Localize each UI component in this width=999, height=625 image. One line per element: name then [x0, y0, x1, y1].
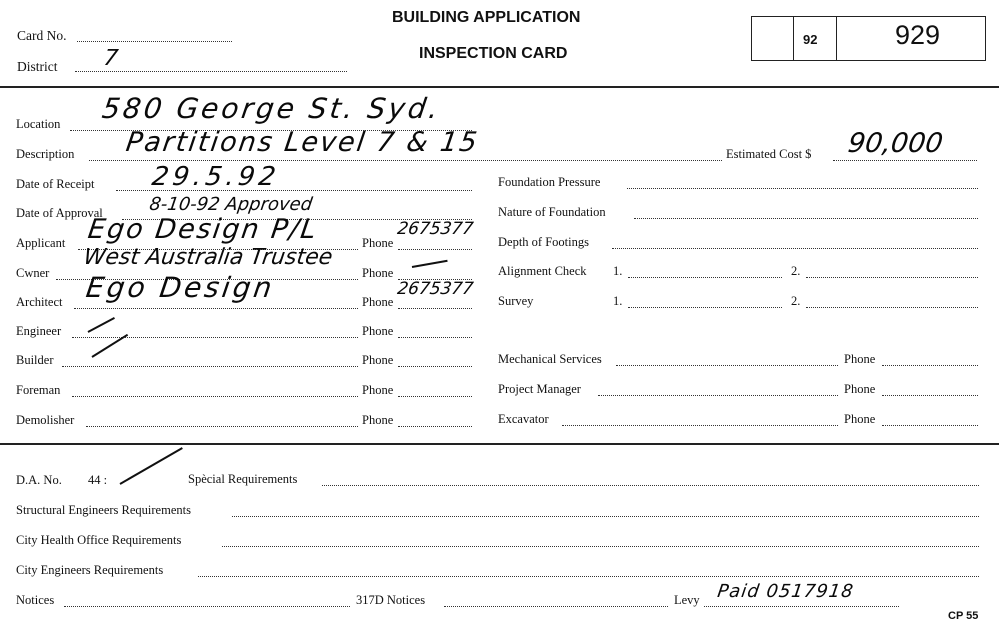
alignment-check-1-line	[628, 277, 782, 278]
da-no-slash	[120, 447, 183, 485]
survey-label: Survey	[498, 294, 534, 308]
estimated-cost-label: Estimated Cost $	[726, 147, 812, 161]
applicant-phone-value: 2675377	[396, 219, 475, 239]
foreman-phone-label: Phone	[362, 383, 394, 397]
notices-label: Notices	[16, 593, 55, 607]
levy-line	[704, 606, 899, 607]
city-engineers-line	[198, 576, 979, 577]
demolisher-line	[86, 426, 358, 427]
top-divider	[0, 86, 999, 88]
project-manager-line	[598, 395, 838, 396]
engineer-slash	[88, 317, 115, 333]
mechanical-services-phone-line	[882, 365, 978, 366]
description-label: Description	[16, 147, 75, 161]
notices-317d-line	[444, 606, 668, 607]
card-no-label: Card No.	[17, 28, 67, 43]
card-no-line	[77, 41, 232, 42]
architect-phone-label: Phone	[362, 295, 394, 309]
architect-value: Ego Design	[84, 271, 277, 304]
architect-phone-value: 2675377	[396, 279, 475, 299]
nature-of-foundation-label: Nature of Foundation	[498, 205, 606, 219]
mechanical-services-line	[616, 365, 838, 366]
structural-engineers-line	[232, 516, 979, 517]
survey-1-line	[628, 307, 782, 308]
survey-1-label: 1.	[613, 294, 623, 308]
owner-phone-dash	[412, 260, 448, 268]
mechanical-services-label: Mechanical Services	[498, 352, 602, 366]
date-of-approval-value: 8-10-92 Approved	[148, 194, 314, 215]
builder-label: Builder	[16, 353, 54, 367]
foreman-line	[72, 396, 358, 397]
alignment-check-1-label: 1.	[613, 264, 623, 278]
box-divider-1	[793, 16, 794, 61]
owner-phone-label: Phone	[362, 266, 394, 280]
project-manager-phone-line	[882, 395, 978, 396]
city-health-label: City Health Office Requirements	[16, 533, 182, 547]
estimated-cost-line	[833, 160, 977, 161]
description-value: Partitions Level 7 & 15	[124, 127, 481, 158]
engineer-phone-line	[398, 337, 472, 338]
district-value: 7	[102, 46, 120, 71]
depth-of-footings-label: Depth of Footings	[498, 235, 589, 249]
builder-phone-label: Phone	[362, 353, 394, 367]
card-number: 929	[895, 20, 941, 50]
survey-2-line	[806, 307, 978, 308]
district-label: District	[17, 59, 58, 74]
foundation-pressure-line	[627, 188, 978, 189]
architect-line	[74, 308, 358, 309]
engineer-label: Engineer	[16, 324, 62, 338]
city-health-line	[222, 546, 979, 547]
builder-phone-line	[398, 366, 472, 367]
foundation-pressure-label: Foundation Pressure	[498, 175, 601, 189]
city-engineers-label: City Engineers Requirements	[16, 563, 164, 577]
nature-of-foundation-line	[634, 218, 978, 219]
form-code: CP 55	[948, 610, 979, 622]
form-title-line2: INSPECTION CARD	[419, 45, 568, 62]
box-divider-2	[836, 16, 837, 61]
depth-of-footings-line	[612, 248, 978, 249]
applicant-value: Ego Design P/L	[86, 214, 320, 245]
district-line	[75, 71, 347, 72]
applicant-phone-label: Phone	[362, 236, 394, 250]
owner-label: Cwner	[16, 266, 50, 280]
special-requirements-line	[322, 485, 979, 486]
structural-engineers-label: Structural Engineers Requirements	[16, 503, 191, 517]
project-manager-label: Project Manager	[498, 382, 581, 396]
architect-label: Architect	[16, 295, 63, 309]
excavator-label: Excavator	[498, 412, 549, 426]
project-manager-phone-label: Phone	[844, 382, 876, 396]
description-line	[89, 160, 722, 161]
alignment-check-2-line	[806, 277, 978, 278]
da-no-prefix: 44 :	[88, 473, 108, 487]
card-number-box	[751, 16, 986, 61]
foreman-phone-line	[398, 396, 472, 397]
form-title-line1: BUILDING APPLICATION	[392, 9, 581, 26]
notices-317d-label: 317D Notices	[356, 593, 426, 607]
architect-phone-line	[398, 308, 472, 309]
demolisher-phone-line	[398, 426, 472, 427]
date-of-receipt-value: 29.5.92	[150, 162, 282, 192]
notices-line	[64, 606, 350, 607]
location-label: Location	[16, 117, 61, 131]
demolisher-label: Demolisher	[16, 413, 75, 427]
location-value: 580 George St. Syd.	[100, 92, 444, 125]
excavator-phone-label: Phone	[844, 412, 876, 426]
alignment-check-label: Alignment Check	[498, 264, 587, 278]
foreman-label: Foreman	[16, 383, 61, 397]
applicant-label: Applicant	[16, 236, 66, 250]
da-no-label: D.A. No.	[16, 473, 62, 487]
special-requirements-label: Spècial Requirements	[188, 472, 298, 486]
builder-line	[62, 366, 358, 367]
applicant-phone-line	[398, 249, 472, 250]
levy-label: Levy	[674, 593, 700, 607]
estimated-cost-value: 90,000	[846, 128, 945, 159]
excavator-phone-line	[882, 425, 978, 426]
date-of-approval-label: Date of Approval	[16, 206, 103, 220]
survey-2-label: 2.	[791, 294, 801, 308]
date-of-receipt-label: Date of Receipt	[16, 177, 95, 191]
demolisher-phone-label: Phone	[362, 413, 394, 427]
card-year: 92	[803, 32, 818, 47]
alignment-check-2-label: 2.	[791, 264, 801, 278]
levy-value: Paid 0517918	[716, 581, 856, 602]
middle-divider	[0, 443, 999, 445]
engineer-line	[72, 337, 358, 338]
mechanical-services-phone-label: Phone	[844, 352, 876, 366]
excavator-line	[562, 425, 838, 426]
owner-value: West Australia Trustee	[82, 245, 335, 270]
engineer-phone-label: Phone	[362, 324, 394, 338]
